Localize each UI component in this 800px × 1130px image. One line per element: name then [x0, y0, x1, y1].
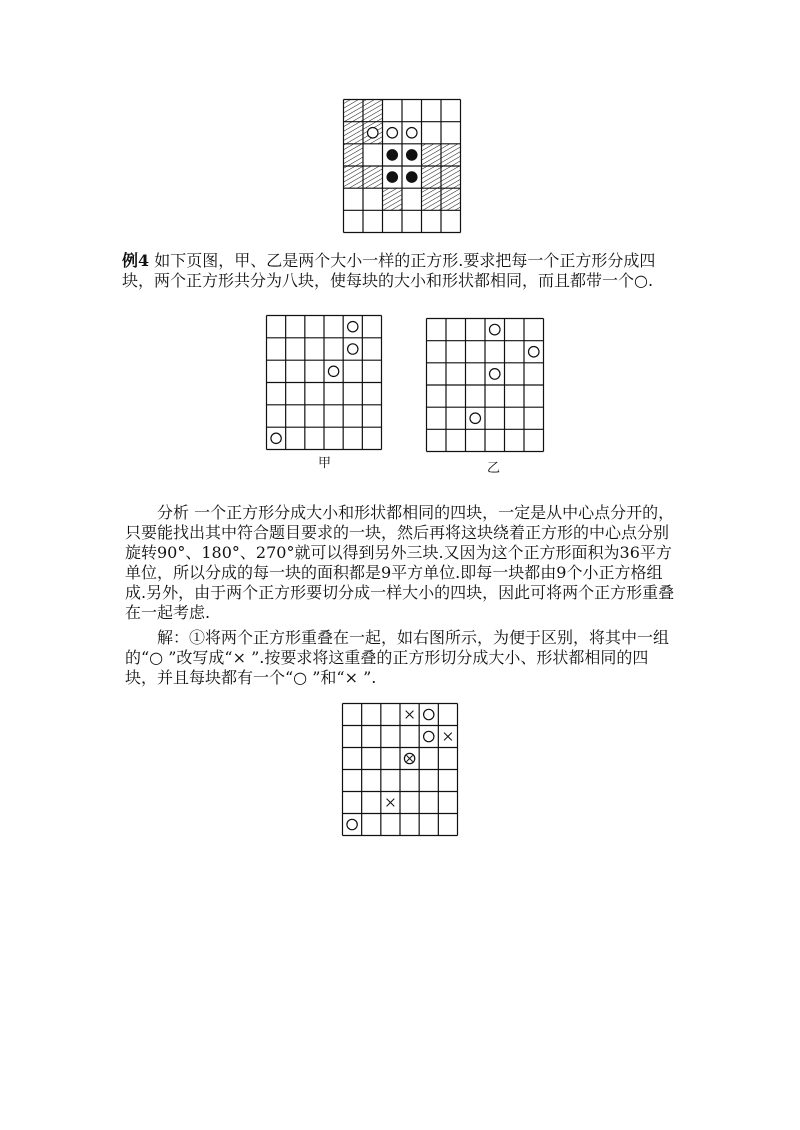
hatched-cell [344, 144, 364, 166]
open-circle-mark [489, 369, 500, 380]
analysis-line-5: 成.另外，由于两个正方形要切分成一样大小的四块，因此可将两个正方形重叠 [125, 583, 675, 602]
hatched-cell [422, 188, 442, 210]
open-circle-mark [367, 127, 378, 138]
hatched-cell [441, 166, 461, 188]
filled-dot-mark [406, 171, 418, 183]
open-circle-mark [328, 366, 338, 376]
analysis-line-1: 分析 一个正方形分成大小和形状都相同的四块，一定是从中心点分开的， [157, 503, 675, 522]
open-circle-mark [528, 346, 539, 357]
hatched-cell [344, 122, 364, 144]
open-circle-mark [348, 321, 358, 331]
example-4-text [122, 251, 655, 291]
analysis-line-4: 单位，所以分成的每一块的面积都是9平方单位.即每一块都由9个小正方格组 [125, 563, 663, 582]
grid-yi-label: 乙 [487, 461, 501, 476]
filled-dot-mark [386, 171, 398, 183]
solution-line-1: 解：①将两个正方形重叠在一起，如右图所示，为便于区别，将其中一组 [157, 628, 670, 647]
hatched-cell [363, 100, 383, 122]
hatched-cell [422, 144, 442, 166]
open-circle-mark [387, 127, 398, 138]
hatched-cell [344, 100, 364, 122]
hatched-cell [344, 166, 364, 188]
grid-jia [266, 315, 382, 450]
hatched-cell [363, 166, 383, 188]
analysis-line-6: 在一起考虑. [125, 603, 211, 622]
overlap-grid [342, 703, 458, 836]
solution-line-3: 块，并且每块都有一个“○ ”和“× ”. [125, 668, 377, 687]
hatched-cell [441, 144, 461, 166]
open-circle-mark [424, 709, 434, 719]
example-line-2: 块，两个正方形共分为八块，使每块的大小和形状都相同，而且都带一个○. [122, 271, 654, 290]
open-circle-mark [406, 127, 417, 138]
hatched-grid-figure [343, 99, 461, 233]
analysis-line-2: 只要能找出其中符合题目要求的一块，然后再将这块绕着正方形的中心点分别 [125, 523, 670, 542]
filled-dot-mark [386, 149, 398, 161]
analysis-paragraph [125, 503, 674, 623]
filled-dot-mark [406, 149, 418, 161]
open-circle-mark [470, 413, 481, 424]
hatched-cell [383, 188, 403, 210]
hatched-cell [441, 188, 461, 210]
grid-jia-label: 甲 [318, 456, 332, 471]
solution-line-2: 的“○ ”改写成“× ”.按要求将这重叠的正方形切分成大小、形状都相同的四 [125, 648, 649, 667]
grid-yi [426, 318, 544, 452]
example-line-1: 如下页图，甲、乙是两个大小一样的正方形.要求把每一个正方形分成四 [154, 251, 656, 270]
analysis-line-3: 旋转90°、180°、270°就可以得到另外三块.又因为这个正方形面积为36平方 [125, 543, 672, 562]
hatched-cell [422, 166, 442, 188]
open-circle-mark [271, 433, 281, 443]
open-circle-mark [424, 731, 434, 741]
open-circle-mark [348, 344, 358, 354]
open-circle-mark [347, 819, 357, 829]
example-label: 例4 [122, 251, 150, 270]
open-circle-mark [489, 324, 500, 335]
solution-paragraph [125, 628, 669, 688]
